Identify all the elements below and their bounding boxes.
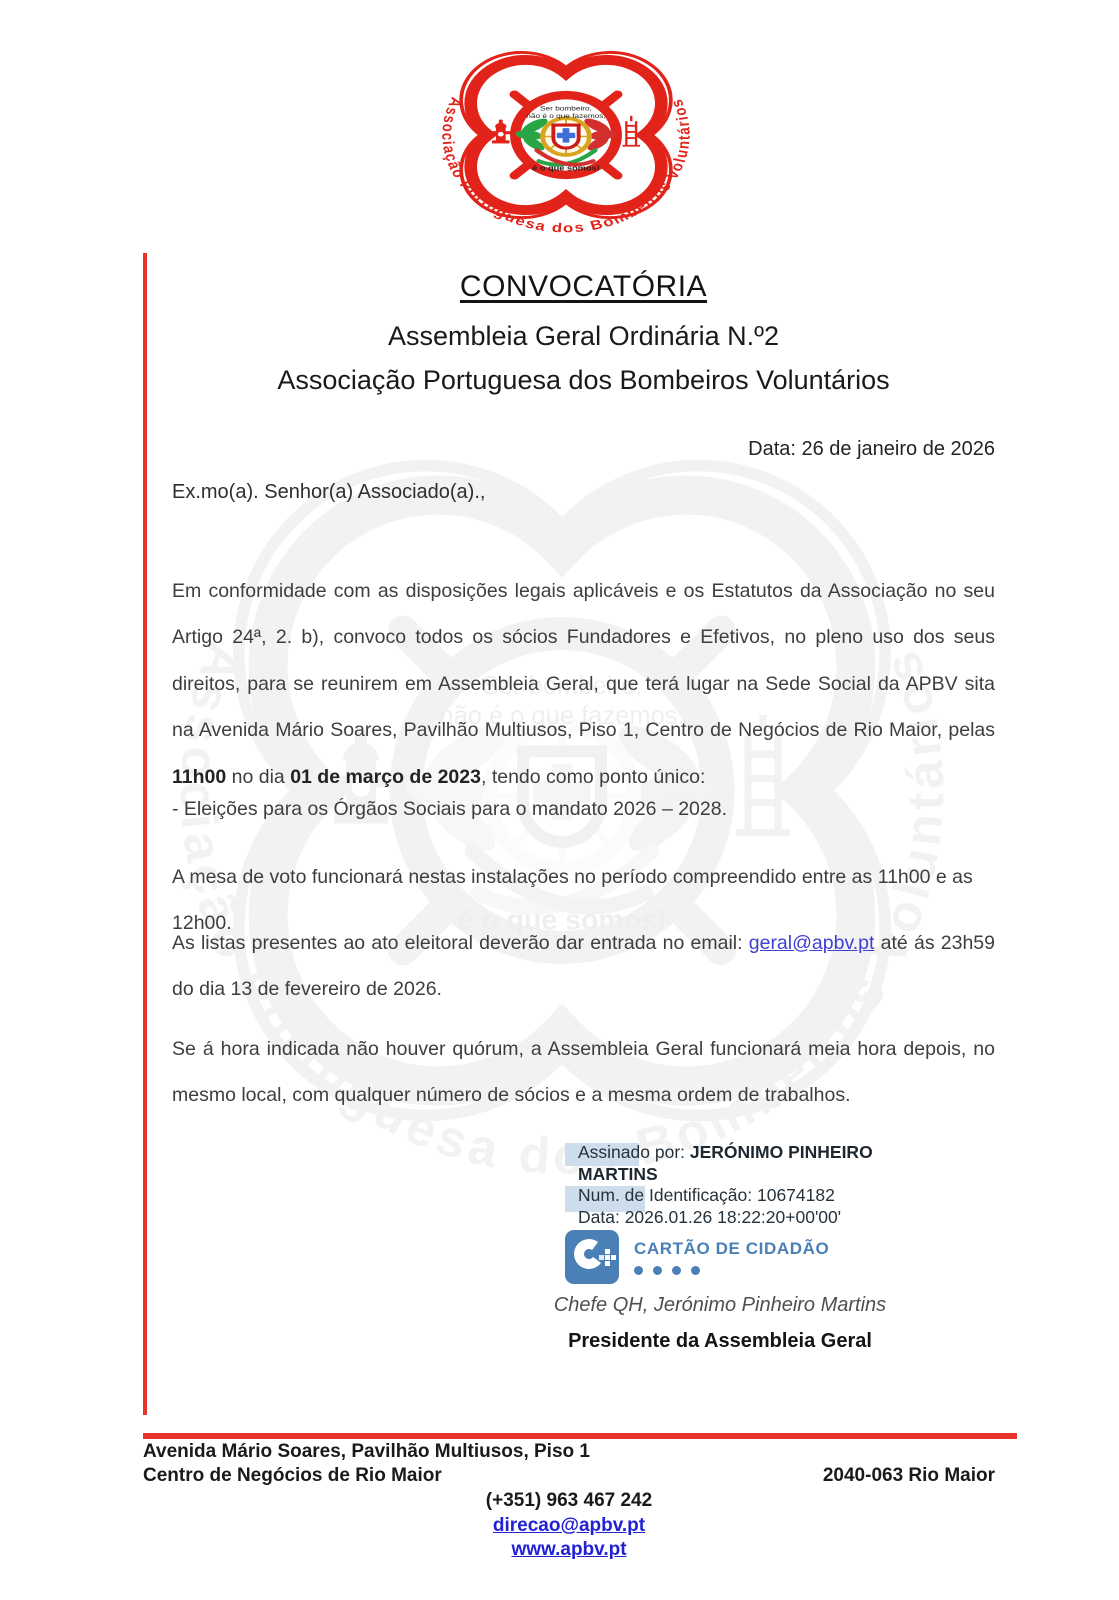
citizen-card-c-glyph [572,1237,606,1271]
signer-role-italic: Chefe QH, Jerónimo Pinheiro Martins [553,1294,887,1316]
page-title [172,270,995,304]
salutation: Ex.mo(a). Senhor(a) Associado(a)., [172,481,486,503]
signed-by-line: Assinado por: JERÓNIMO PINHEIRO MARTINS [578,1142,873,1184]
letter-date: Data: 26 de janeiro de 2026 [748,438,995,460]
footer-address-line1: Avenida Mário Soares, Pavilhão Multiusos, Piso 1 [143,1441,590,1462]
footer-red-rule [143,1433,1017,1439]
footer-email-wrap [143,1515,995,1537]
signer-role-title: Presidente da Assembleia Geral [568,1330,872,1352]
paragraph-lists: As listas presentes ao ato eleitoral deverão dar entrada no email: geral@apbv.pt até ás 23h59 do dia 13 de fevereiro de 2026. [172,931,996,1000]
subtitle-association: Associação Portuguesa dos Bombeiros Voluntários [277,365,890,395]
citizen-card-dots [634,1266,829,1275]
meeting-time: 11h00 [172,765,227,788]
meeting-date: 01 de março de 2023 [290,765,481,788]
footer-phone: (+351) 963 467 242 [485,1490,653,1511]
signature-date-line: Data: 2026.01.26 18:22:20+00'00' [578,1206,842,1227]
paragraph-convocation: Em conformidade com as disposições legais aplicáveis e os Estatutos da Associação no seu Artigo 24ª, 2. b), convoco todos os sócios Fundadores e Efetivos, no pleno uso dos seus direitos, para se reunirem em Assembleia Geral, que terá lugar na Sede Social da APBV sita na Avenida Mário Soares, Pavilhão Multiusos, Piso 1, Centro de Negócios de Rio Maior, pelas 11h00 no dia 01 de março de 2023, tendo como ponto único: [172,579,995,788]
subtitle-assembly: Assembleia Geral Ordinária N.º2 [387,321,779,351]
citizen-card-icon [565,1230,619,1284]
paragraph-voting-table: A mesa de voto funcionará nestas instalações no período compreendido entre as 11h00 e as 12h00. [172,865,973,934]
paragraph-convocation-text: Em conformidade com as disposições legais aplicáveis e os Estatutos da Associação no seu Artigo 24ª, 2. b), convoco todos os sócios Fundadores e Efetivos, no pleno uso dos seus direitos, para se reunirem em Assembleia Geral, que terá lugar na Sede Social da APBV sita na Avenida Mário Soares, Pavilhão Multiusos, Piso 1, Centro de Negócios de Rio Maior, pelas [172,579,995,741]
footer-postal-code: 2040-063 Rio Maior [822,1465,995,1486]
citizen-card-label: CARTÃO DE CIDADÃO [634,1239,830,1258]
apbv-logo [420,20,712,250]
footer-email-link[interactable]: direcao@apbv.pt [492,1515,646,1536]
citizen-card-logo-row [565,1230,829,1284]
paragraph-quorum: Se á hora indicada não houver quórum, a Assembleia Geral funcionará meia hora depois, no mesmo local, com qualquer número de sócios e a mesma ordem de trabalhos. [172,1037,995,1106]
email-link-geral[interactable]: geral@apbv.pt [748,931,875,954]
left-red-rule [143,253,147,1415]
footer-address-line2: Centro de Negócios de Rio Maior [143,1465,442,1486]
footer-website-wrap [143,1539,995,1561]
signer-id-line: Num. de Identificação: 10674182 [578,1185,835,1205]
paragraph-elections: - Eleições para os Órgãos Sociais para o mandato 2026 – 2028. [172,797,728,820]
footer-website-link[interactable]: www.apbv.pt [511,1539,627,1560]
signer-name: JERÓNIMO PINHEIRO MARTINS [578,1142,873,1184]
digital-signature-block [565,1142,905,1228]
citizen-card-plus-icon [605,1255,610,1260]
page-title-text: CONVOCATÓRIA [459,270,708,303]
